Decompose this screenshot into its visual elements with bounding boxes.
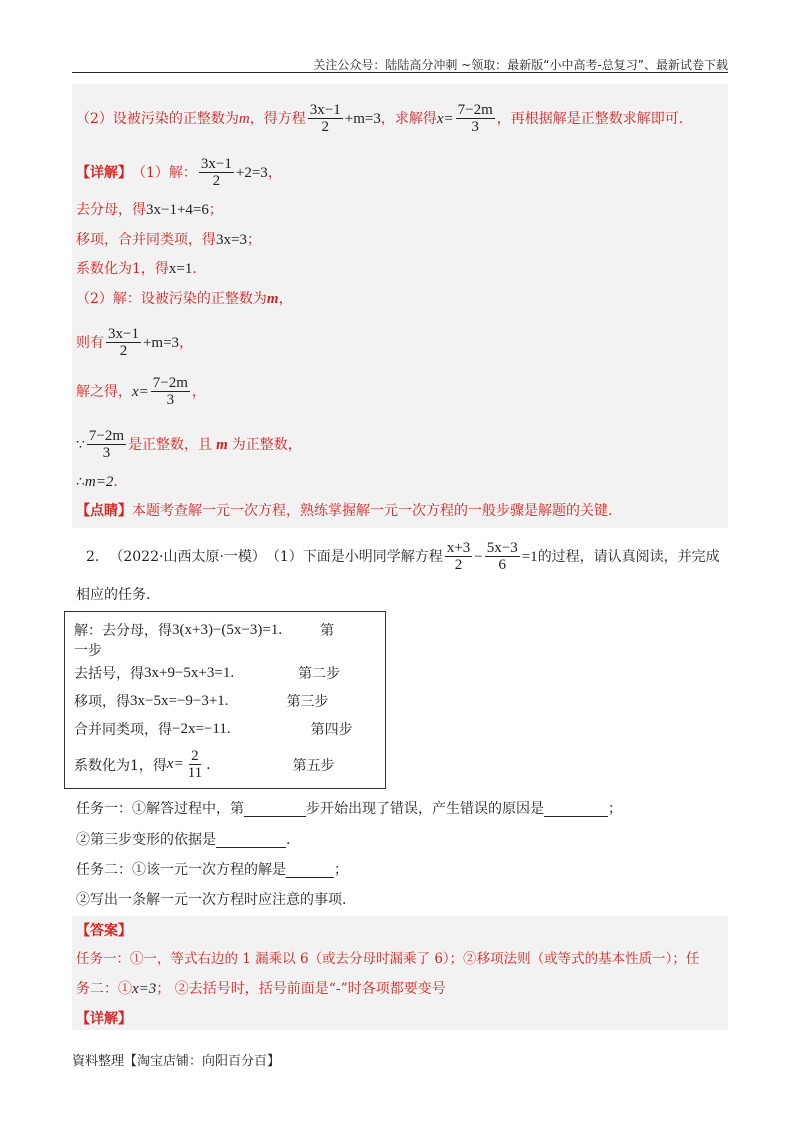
answer-blank[interactable]	[286, 863, 334, 878]
analysis-text-a: （2）设被污染的正整数为	[76, 110, 239, 127]
fraction-denominator: 2	[212, 173, 221, 189]
punct-comma: ，	[278, 291, 293, 307]
problem-intro-tail: 的过程，请认真阅读，并完成	[537, 548, 720, 565]
box-step-text: 合并同类项，得	[74, 722, 172, 738]
box-step-text: 去括号，得	[74, 666, 144, 682]
dianjing-line	[76, 500, 612, 522]
analysis-part2-line	[76, 102, 683, 135]
equation-plus-2-eq-3: +2=3	[235, 164, 268, 181]
box-line-3	[74, 691, 329, 711]
task-text: 步开始出现了错误，产生错误的原因是	[306, 801, 544, 817]
fraction-2-over-11	[186, 748, 204, 781]
box-step-math: x=	[166, 756, 184, 772]
dianjing-label: 【点睛】	[76, 503, 132, 519]
fraction-numerator: 7−2m	[457, 102, 493, 118]
fraction-numerator: 7−2m	[152, 375, 188, 391]
box-step-label: 第三步	[286, 694, 329, 710]
problem2-intro-line2	[76, 584, 150, 606]
task2-line2	[76, 889, 346, 911]
task1-line2	[76, 829, 290, 851]
step-label: 去分母，得	[76, 202, 146, 218]
fraction-3x-1-over-2	[308, 102, 343, 135]
equation: 3x=3	[216, 232, 247, 248]
task-text: .	[286, 832, 291, 848]
minus-sign: −	[474, 548, 483, 565]
dianjing-text: 本题考查解一元一次方程，熟练掌握解一元一次方程的一般步骤是解题的关键.	[132, 503, 613, 519]
var-m: m	[266, 291, 279, 307]
detail-label: 【详解】	[76, 1011, 132, 1027]
page-header: 关注公众号：陆陆高分冲刺 ~领取：最新版“小中高考-总复习”、最新试卷下载	[313, 58, 728, 72]
equation: 3x−1+4=6	[146, 202, 209, 218]
therefore-line	[76, 471, 118, 493]
part2-solution	[76, 375, 206, 408]
header-rule	[72, 72, 728, 73]
punct-period: .	[113, 474, 118, 490]
punct-period: .	[206, 756, 211, 773]
fraction-7-2m-over-3	[456, 102, 495, 135]
answer-text: ； ②去括号时，括号前面是“-”时各项都要变号	[156, 981, 446, 997]
punct-comma: ，	[267, 164, 282, 181]
analysis-text-c: ，求解得	[380, 110, 437, 127]
detail-line-1	[76, 156, 282, 189]
fraction-x3-over-2	[445, 540, 472, 573]
analysis-text-b: ，得方程	[249, 110, 306, 127]
answer-text: 务二：①	[76, 981, 132, 997]
fraction-5x-3-over-6	[485, 540, 520, 573]
fraction-7-2m-over-3	[87, 428, 126, 461]
box-step-label: 第	[320, 623, 335, 639]
fraction-denominator: 3	[471, 119, 479, 135]
task1-line1	[76, 798, 622, 820]
answer-label-line	[76, 920, 132, 942]
problem-intro-text: （1）下面是小明同学解方程	[265, 548, 443, 565]
punct-semicolon: ；	[208, 202, 223, 218]
task-text: ②写出一条解一元一次方程时应注意的事项.	[76, 892, 347, 908]
because-text-b: 为正整数，	[231, 436, 302, 453]
box-step-math: 3x−5x=−9−3+1.	[130, 692, 229, 709]
answer-math: x=3	[132, 981, 157, 997]
page-footer: 資料整理【淘宝店铺：向阳百分百】	[72, 1054, 281, 1069]
box-step-math: −2x=−11.	[172, 720, 231, 737]
punct-period: .	[192, 261, 197, 277]
punct-comma: ，	[191, 383, 206, 400]
equation-plus-m-eq-3: +m=3	[344, 110, 381, 127]
fraction-7-2m-over-3	[151, 375, 190, 408]
answer-line-1	[76, 948, 699, 970]
jie-zhi-de-label: 解之得，	[76, 383, 132, 400]
var-m: m	[238, 110, 250, 127]
problem-intro-line2: 相应的任务.	[76, 587, 151, 603]
punct-comma: ，	[179, 334, 194, 351]
box-line-1	[74, 620, 334, 640]
punct-semicolon: ；	[246, 232, 261, 248]
equation-plus-m-eq-3: +m=3	[142, 334, 180, 351]
task-text: 任务一：①解答过程中，第	[76, 801, 244, 817]
x-equals: x=	[132, 383, 149, 400]
answer-background	[72, 916, 728, 1030]
answer-text: 任务一：①一，等式右边的 1 漏乘以 6（或去分母时漏乘了 6）；②移项法则（或等式的基本性质一）；任	[76, 951, 700, 967]
problem-source: （2022·山西太原·一模）	[109, 548, 266, 565]
task-text: 任务二：①该一元一次方程的解是	[76, 862, 286, 878]
fraction-numerator: 3x−1	[200, 156, 232, 172]
answer-blank[interactable]	[244, 802, 306, 817]
box-step-text: 解：去分母，得	[74, 623, 172, 639]
equation-m-eq-2: m=2	[84, 474, 114, 490]
fraction-numerator: 2	[191, 748, 199, 764]
box-step-label: 第四步	[310, 722, 353, 738]
step-coefficient	[76, 258, 197, 280]
task-text: ②第三步变形的依据是	[76, 832, 216, 848]
var-m: m	[216, 436, 228, 453]
box-step-label: 第二步	[298, 666, 341, 682]
fraction-numerator: 7−2m	[88, 428, 125, 444]
box-line-4	[74, 719, 353, 739]
problem-number: 2.	[86, 548, 100, 565]
box-step-label-cont: 一步	[74, 643, 102, 659]
problem2-intro	[86, 540, 720, 573]
fraction-numerator: 5x−3	[486, 540, 518, 556]
task-text: ；	[334, 862, 348, 878]
x-equals: x=	[436, 110, 454, 127]
detail-part1-intro: （1）解：	[132, 164, 197, 181]
detail-label-line	[76, 1008, 132, 1030]
because-text-a: 是正整数，且	[128, 436, 213, 453]
box-line-5	[74, 748, 335, 781]
part2-intro	[76, 288, 293, 310]
fraction-numerator: 3x−1	[108, 326, 139, 342]
fraction-denominator: 11	[187, 765, 203, 781]
analysis-text-d: ，再根据解是正整数求解即可.	[496, 110, 684, 127]
box-step-math: 3(x+3)−(5x−3)=1.	[172, 621, 283, 638]
fraction-denominator: 3	[166, 392, 175, 408]
box-line-1b	[74, 640, 102, 660]
therefore-symbol: ∴	[76, 474, 85, 490]
step-label: 移项，合并同类项，得	[76, 232, 216, 248]
step-label: 系数化为1，得	[76, 261, 169, 277]
fraction-denominator: 2	[321, 119, 329, 135]
task2-line1	[76, 859, 348, 881]
because-symbol: ∵	[76, 436, 85, 453]
fraction-numerator: x+3	[446, 540, 471, 556]
equals-one: =1	[521, 548, 538, 565]
box-step-label: 第五步	[292, 757, 335, 774]
box-step-text: 移项，得	[74, 694, 130, 710]
answer-blank[interactable]	[216, 833, 286, 848]
fraction-3x-1-over-2	[106, 326, 141, 359]
fraction-numerator: 3x−1	[309, 102, 341, 118]
detail-label: 【详解】	[76, 164, 132, 181]
box-step-math: 3x+9−5x+3=1.	[144, 664, 235, 681]
fraction-denominator: 2	[119, 343, 128, 359]
fraction-3x-1-over-2	[199, 156, 234, 189]
answer-blank[interactable]	[544, 802, 608, 817]
equation: x=1	[168, 261, 193, 277]
step-remove-denominator	[76, 199, 223, 221]
box-step-text: 系数化为1，得	[74, 757, 167, 774]
answer-line-2	[76, 978, 446, 1000]
part2-text: （2）解：设被污染的正整数为	[76, 291, 267, 307]
fraction-denominator: 6	[498, 557, 506, 573]
ze-you-label: 则有	[76, 334, 104, 351]
because-line	[76, 428, 302, 461]
box-line-2	[74, 663, 340, 683]
step-move-terms	[76, 229, 261, 251]
part2-equation	[76, 326, 193, 359]
answer-label: 【答案】	[76, 923, 132, 939]
fraction-denominator: 2	[454, 557, 463, 573]
task-text: ；	[608, 801, 622, 817]
fraction-denominator: 3	[102, 445, 111, 461]
